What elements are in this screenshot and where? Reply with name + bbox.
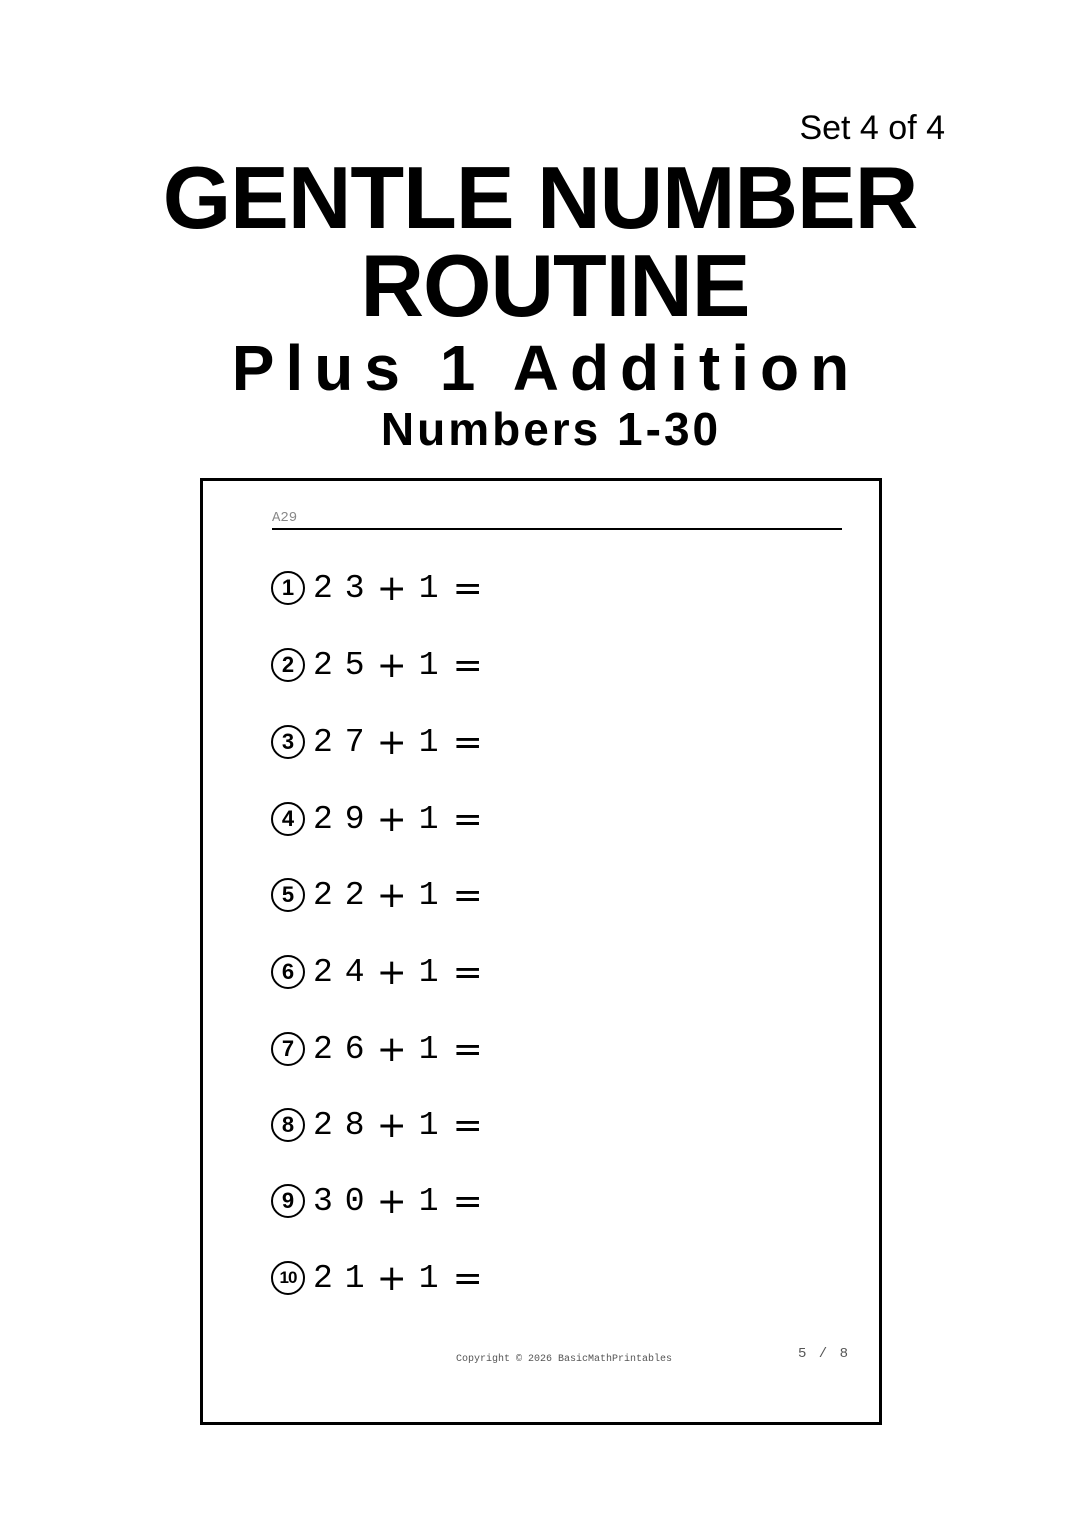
second-addend: 1 [418, 1030, 439, 1068]
equals-sign: = [452, 951, 483, 993]
plus-sign: + [376, 1257, 407, 1299]
problem-row [271, 1025, 483, 1073]
first-addend: 24 [313, 953, 377, 991]
equals-sign: = [452, 721, 483, 763]
equals-sign: = [452, 798, 483, 840]
problem-number-marker: 9 [271, 1184, 305, 1218]
second-addend: 1 [418, 723, 439, 761]
number-range: Numbers 1-30 [380, 403, 722, 455]
first-addend: 25 [313, 646, 377, 684]
plus-sign: + [376, 644, 407, 686]
problem-number-marker: 10 [271, 1261, 305, 1295]
first-addend: 22 [313, 876, 377, 914]
worksheet-code: A29 [272, 510, 298, 526]
problem-number-marker: 3 [271, 725, 305, 759]
problem-row [271, 948, 483, 996]
second-addend: 1 [418, 1106, 439, 1144]
problem-number-marker: 2 [271, 648, 305, 682]
second-addend: 1 [418, 953, 439, 991]
first-addend: 27 [313, 723, 377, 761]
equals-sign: = [452, 874, 483, 916]
problem-number-marker: 4 [271, 802, 305, 836]
problem-number-marker: 5 [271, 878, 305, 912]
set-label: Set 4 of 4 [799, 109, 945, 147]
page-title-line2: ROUTINE [360, 236, 750, 335]
problem-number-marker: 8 [271, 1108, 305, 1142]
page-number: 5 / 8 [798, 1346, 851, 1362]
problem-row [271, 1177, 483, 1225]
plus-sign: + [376, 1104, 407, 1146]
plus-sign: + [376, 567, 407, 609]
first-addend: 23 [313, 569, 377, 607]
equals-sign: = [452, 1180, 483, 1222]
problem-row [271, 641, 483, 689]
problem-row [271, 795, 483, 843]
second-addend: 1 [418, 876, 439, 914]
equals-sign: = [452, 1257, 483, 1299]
first-addend: 28 [313, 1106, 377, 1144]
plus-sign: + [376, 874, 407, 916]
first-addend: 26 [313, 1030, 377, 1068]
page-title-line1: GENTLE NUMBER [162, 148, 918, 247]
second-addend: 1 [418, 646, 439, 684]
problem-row [271, 718, 483, 766]
subtitle: Plus 1 Addition [231, 332, 861, 404]
problem-number-marker: 7 [271, 1032, 305, 1066]
equals-sign: = [452, 567, 483, 609]
problem-row [271, 1254, 483, 1302]
problem-number-marker: 6 [271, 955, 305, 989]
problem-number-marker: 1 [271, 571, 305, 605]
problem-row [271, 871, 483, 919]
worksheet-page [200, 478, 882, 1425]
first-addend: 21 [313, 1259, 377, 1297]
header-rule [272, 528, 842, 530]
first-addend: 30 [313, 1182, 377, 1220]
plus-sign: + [376, 721, 407, 763]
problem-row [271, 564, 483, 612]
equals-sign: = [452, 644, 483, 686]
plus-sign: + [376, 1180, 407, 1222]
problem-row [271, 1101, 483, 1149]
first-addend: 29 [313, 800, 377, 838]
second-addend: 1 [418, 569, 439, 607]
copyright-notice: Copyright © 2026 BasicMathPrintables [456, 1354, 673, 1365]
second-addend: 1 [418, 1259, 439, 1297]
plus-sign: + [376, 1028, 407, 1070]
equals-sign: = [452, 1028, 483, 1070]
equals-sign: = [452, 1104, 483, 1146]
plus-sign: + [376, 951, 407, 993]
second-addend: 1 [418, 800, 439, 838]
second-addend: 1 [418, 1182, 439, 1220]
plus-sign: + [376, 798, 407, 840]
